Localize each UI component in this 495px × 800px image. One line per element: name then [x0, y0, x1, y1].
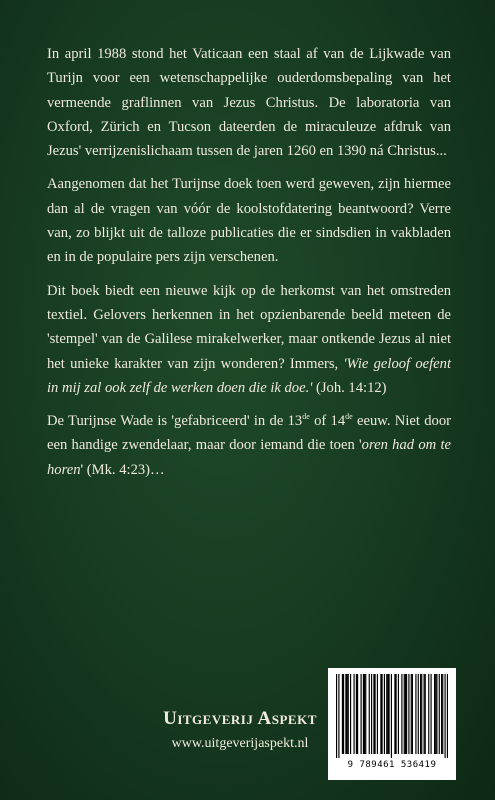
blurb-text: Aangenomen dat het Turijnse doek toen werd geweven, zijn hiermee dan al de vragen van vóór de koolstofdatering beantwoord? Verre van, zo blijkt uit de talloze publicaties die er sindsdien in vakbladen en in de populaire pers zijn verschenen. — [47, 176, 451, 266]
barcode-bar — [357, 674, 358, 754]
barcode-bar — [364, 674, 365, 754]
barcode-bar — [343, 674, 344, 754]
barcode-bar — [347, 674, 348, 754]
barcode-bar — [398, 674, 399, 754]
blurb-text: of 14 — [309, 413, 346, 430]
barcode-bar — [386, 674, 387, 754]
blurb-text: eeuw. Niet door een handige zwendelaar, maar door iemand die toen ' — [47, 413, 451, 454]
barcode-bar — [361, 674, 362, 754]
barcode-bar — [436, 674, 437, 754]
publisher-name: Uitgeverij Aspekt — [163, 708, 317, 729]
ordinal-suffix: de — [302, 412, 310, 422]
barcode-bar — [441, 674, 442, 754]
barcode-bar — [439, 674, 440, 754]
barcode-bar — [363, 674, 364, 754]
bible-quote: oren had om te horen — [47, 437, 451, 478]
barcode-bar — [442, 674, 443, 754]
barcode-bar — [434, 674, 435, 754]
barcode-bar — [425, 674, 426, 754]
barcode-bar — [411, 674, 412, 754]
barcode-bar — [391, 674, 392, 758]
barcode-bar — [384, 674, 385, 754]
barcode-bar — [382, 674, 383, 754]
blurb-paragraph-3 — [47, 279, 451, 400]
barcode-bar — [342, 674, 343, 754]
ordinal-suffix: de — [345, 412, 353, 422]
barcode-bar — [424, 674, 425, 754]
barcode-bar — [406, 674, 407, 754]
barcode-bar — [387, 674, 388, 754]
barcode-bar — [415, 674, 416, 754]
barcode-bar — [373, 674, 374, 754]
isbn-number: 9 789461 536419 — [347, 760, 437, 770]
barcode-bar — [348, 674, 349, 754]
barcode-bar — [418, 674, 419, 754]
barcode-bar — [338, 674, 339, 758]
barcode-bar — [408, 674, 409, 754]
barcode-bar — [365, 674, 366, 754]
barcode-bar — [375, 674, 376, 754]
blurb-paragraph-1 — [47, 42, 451, 163]
barcode-bar — [447, 674, 448, 758]
blurb-text: In april 1988 stond het Vaticaan een staal af van de Lijkwade van Turijn voor een wetenschappelijke ouderdomsbepaling van het vermeende graflinnen van Jezus Christus. De laboratoria van Oxford, Zürich en Tucson dateerden de miraculeuze afdruk van Jezus' verrijzenislichaam tussen de jaren 1260 en 1390 ná Christus... — [47, 46, 451, 160]
barcode-bar — [350, 674, 351, 754]
barcode-bar — [394, 674, 395, 754]
blurb-paragraph-4 — [47, 409, 451, 482]
barcode-bar — [420, 674, 421, 754]
blurb-text: De Turijnse Wade is 'gefabriceerd' in de 13 — [47, 413, 303, 430]
blurb-text: Dit boek biedt een nieuwe kijk op de herkomst van het omstreden textiel. Gelovers herkennen in het opzienbarende beeld meteen de 'stempel' van de Galilese mirakelwerker, maar ontkende Jezus al niet het unieke karakter van zijn wonderen? Immers, — [47, 282, 451, 372]
blurb-paragraph-2 — [47, 172, 451, 269]
barcode-bar — [369, 674, 370, 754]
barcode-bar — [412, 674, 413, 754]
barcode-bar — [421, 674, 422, 754]
barcode-bar — [401, 674, 402, 754]
barcode-bar — [336, 674, 337, 758]
barcode-bar — [404, 674, 405, 754]
barcode-bars — [336, 674, 448, 758]
barcode-bar — [431, 674, 432, 754]
back-cover-blurb — [47, 42, 451, 491]
barcode-bar — [435, 674, 436, 754]
bible-reference: (Joh. 14:12) — [312, 379, 387, 396]
barcode-bar — [405, 674, 406, 754]
publisher-website: www.uitgeverijaspekt.nl — [171, 736, 309, 751]
isbn-barcode — [328, 668, 456, 780]
barcode-bar — [345, 674, 346, 754]
barcode-bar — [380, 674, 381, 754]
bible-quote: 'Wie geloof oefent in mij zal ook zelf de werken doen die ik doe.' — [47, 355, 452, 396]
barcode-bar — [354, 674, 355, 754]
barcode-bar — [396, 674, 397, 754]
barcode-bar — [377, 674, 378, 754]
barcode-bar — [356, 674, 357, 754]
barcode-bar — [371, 674, 372, 754]
barcode-bar — [445, 674, 446, 758]
barcode-bar — [428, 674, 429, 754]
barcode-bar — [389, 674, 390, 754]
blurb-text: ' (Mk. 4:23)… — [80, 461, 165, 478]
